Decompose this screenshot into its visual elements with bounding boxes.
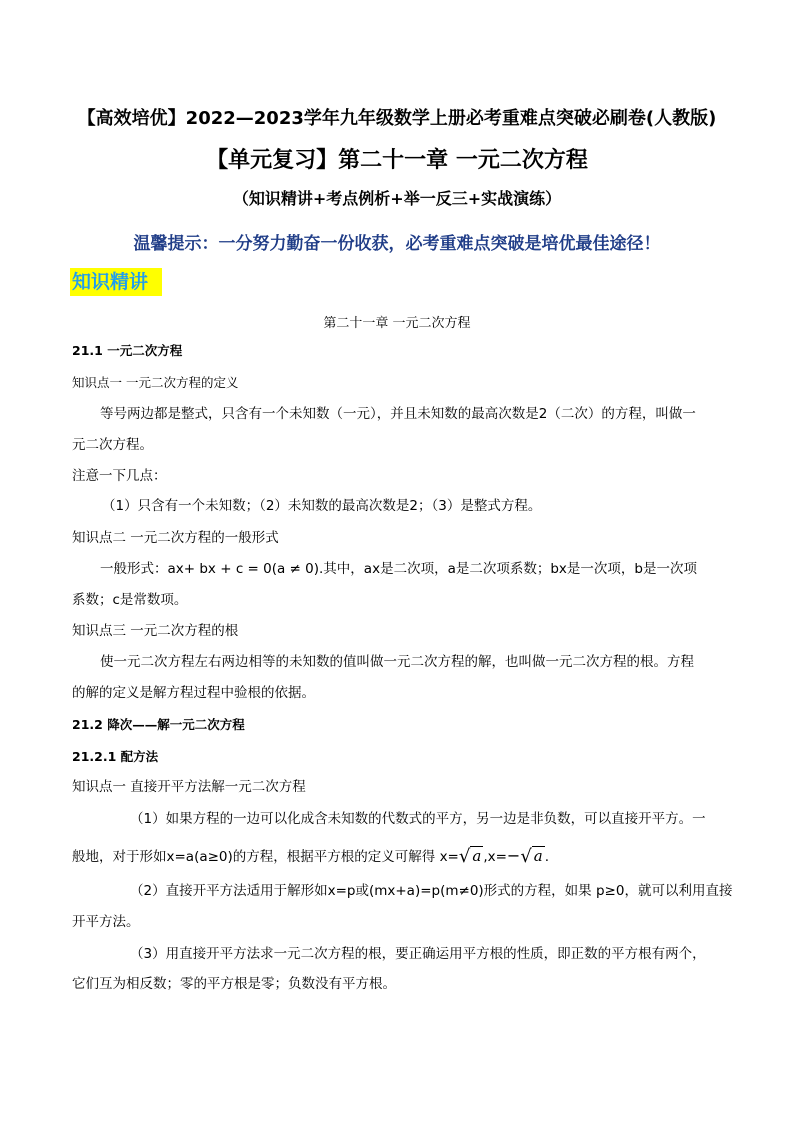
sqrt-formula: [459, 847, 483, 866]
section-tag: 知识精讲: [70, 268, 162, 296]
note-items: （1）只含有一个未知数；（2）未知数的最高次数是2；（3）是整式方程。: [102, 498, 542, 514]
text: 般地，对于形如x=a(a≥0)的方程，根据平方根的定义可解得 x=: [72, 849, 459, 865]
text: ,x=: [483, 849, 507, 865]
radicand: a: [472, 847, 482, 865]
section-heading: 21.1 一元二次方程: [72, 343, 183, 358]
subtitle: （知识精讲+考点例析+举一反三+实战演练）: [232, 189, 562, 208]
tip-banner: 温馨提示：一分努力勤奋一份收获，必考重难点突破是培优最佳途径！: [133, 234, 661, 254]
chapter-title: 第二十一章 一元二次方程: [323, 316, 471, 331]
paragraph: 的解的定义是解方程过程中验根的依据。: [72, 685, 315, 701]
radicand: a: [533, 847, 543, 865]
sqrt-formula: [520, 847, 544, 866]
minus-sign: −: [506, 846, 521, 865]
section-heading: 21.2.1 配方法: [72, 749, 159, 764]
paragraph: 开平方法。: [72, 914, 140, 930]
text: .: [544, 849, 550, 865]
paragraph: （2）直接开平方法适用于解形如x=p或(mx+a)=p(m≠0)形式的方程，如果 p≥0，就可以利用直接: [130, 883, 733, 899]
paragraph: 使一元二次方程左右两边相等的未知数的值叫做一元二次方程的解，也叫做一元二次方程的根。方程: [100, 654, 694, 670]
note-title: 注意一下几点：: [72, 468, 167, 484]
radical-icon: √: [458, 846, 471, 867]
paragraph: 一般形式：ax+ bx + c = 0(a ≠ 0).其中，ax是二次项，a是二次项系数；bx是一次项，b是一次项: [100, 561, 697, 577]
paragraph-with-formula: [72, 847, 549, 866]
knowledge-point-title: 知识点三 一元二次方程的根: [72, 623, 239, 639]
unit-title: 【单元复习】第二十一章 一元二次方程: [206, 148, 588, 173]
document-title: 【高效培优】2022—2023学年九年级数学上册必考重难点突破必刷卷(人教版): [77, 108, 717, 129]
paragraph: 元二次方程。: [72, 437, 153, 453]
paragraph: 它们互为相反数；零的平方根是零；负数没有平方根。: [72, 976, 396, 992]
knowledge-point-title: 知识点一 直接开平方法解一元二次方程: [72, 779, 306, 795]
knowledge-point-title: 知识点一 一元二次方程的定义: [72, 375, 239, 390]
section-heading: 21.2 降次——解一元二次方程: [72, 717, 245, 732]
paragraph: （1）如果方程的一边可以化成含未知数的代数式的平方，另一边是非负数，可以直接开平方。一: [130, 811, 706, 827]
paragraph: （3）用直接开平方法求一元二次方程的根，要正确运用平方根的性质，即正数的平方根有两个，: [130, 946, 706, 962]
paragraph: 系数；c是常数项。: [72, 592, 188, 608]
paragraph: 等号两边都是整式，只含有一个未知数（一元），并且未知数的最高次数是2（二次）的方程，叫做一: [100, 406, 696, 422]
knowledge-point-title: 知识点二 一元二次方程的一般形式: [72, 530, 279, 546]
radical-icon: √: [520, 846, 532, 867]
